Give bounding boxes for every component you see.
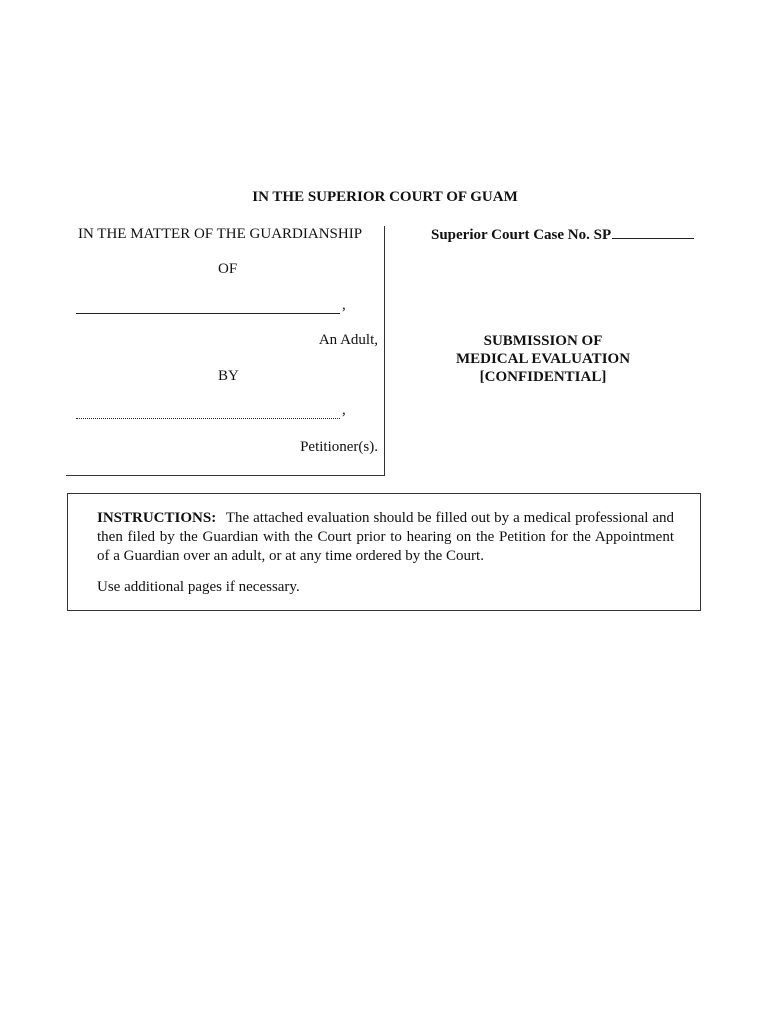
case-number-field[interactable]: [612, 226, 694, 239]
additional-pages-note: Use additional pages if necessary.: [97, 579, 300, 595]
document-title: [442, 332, 644, 386]
instructions-body: The attached evaluation should be filled out by a medical professional and then filed by the Guardian with the Court prior to hearing on the Petition for the Appointment of a Guardian over an adult, or at any time ordered by the Court.: [97, 510, 674, 564]
by-label: BY: [218, 368, 239, 384]
case-number-label: Superior Court Case No. SP: [431, 227, 612, 243]
document-title-line-3: [CONFIDENTIAL]: [479, 369, 607, 385]
document-title-line-2: MEDICAL EVALUATION: [455, 351, 631, 367]
matter-heading: IN THE MATTER OF THE GUARDIANSHIP: [78, 226, 363, 242]
petitioner-name-field[interactable]: [76, 404, 340, 419]
court-title: IN THE SUPERIOR COURT OF GUAM: [252, 189, 518, 205]
adult-label: An Adult,: [318, 332, 378, 348]
petitioner-label: Petitioner(s).: [300, 439, 378, 455]
instructions-box: [67, 493, 701, 611]
comma-1: ,: [342, 297, 346, 313]
document-title-line-1: SUBMISSION OF: [483, 333, 603, 349]
instructions-text: [97, 509, 674, 566]
of-label: OF: [218, 261, 238, 277]
instructions-heading: INSTRUCTIONS:: [97, 510, 217, 526]
comma-2: ,: [342, 402, 346, 418]
case-caption: [66, 226, 385, 476]
case-number: [431, 226, 694, 244]
adult-name-field[interactable]: [76, 299, 340, 314]
